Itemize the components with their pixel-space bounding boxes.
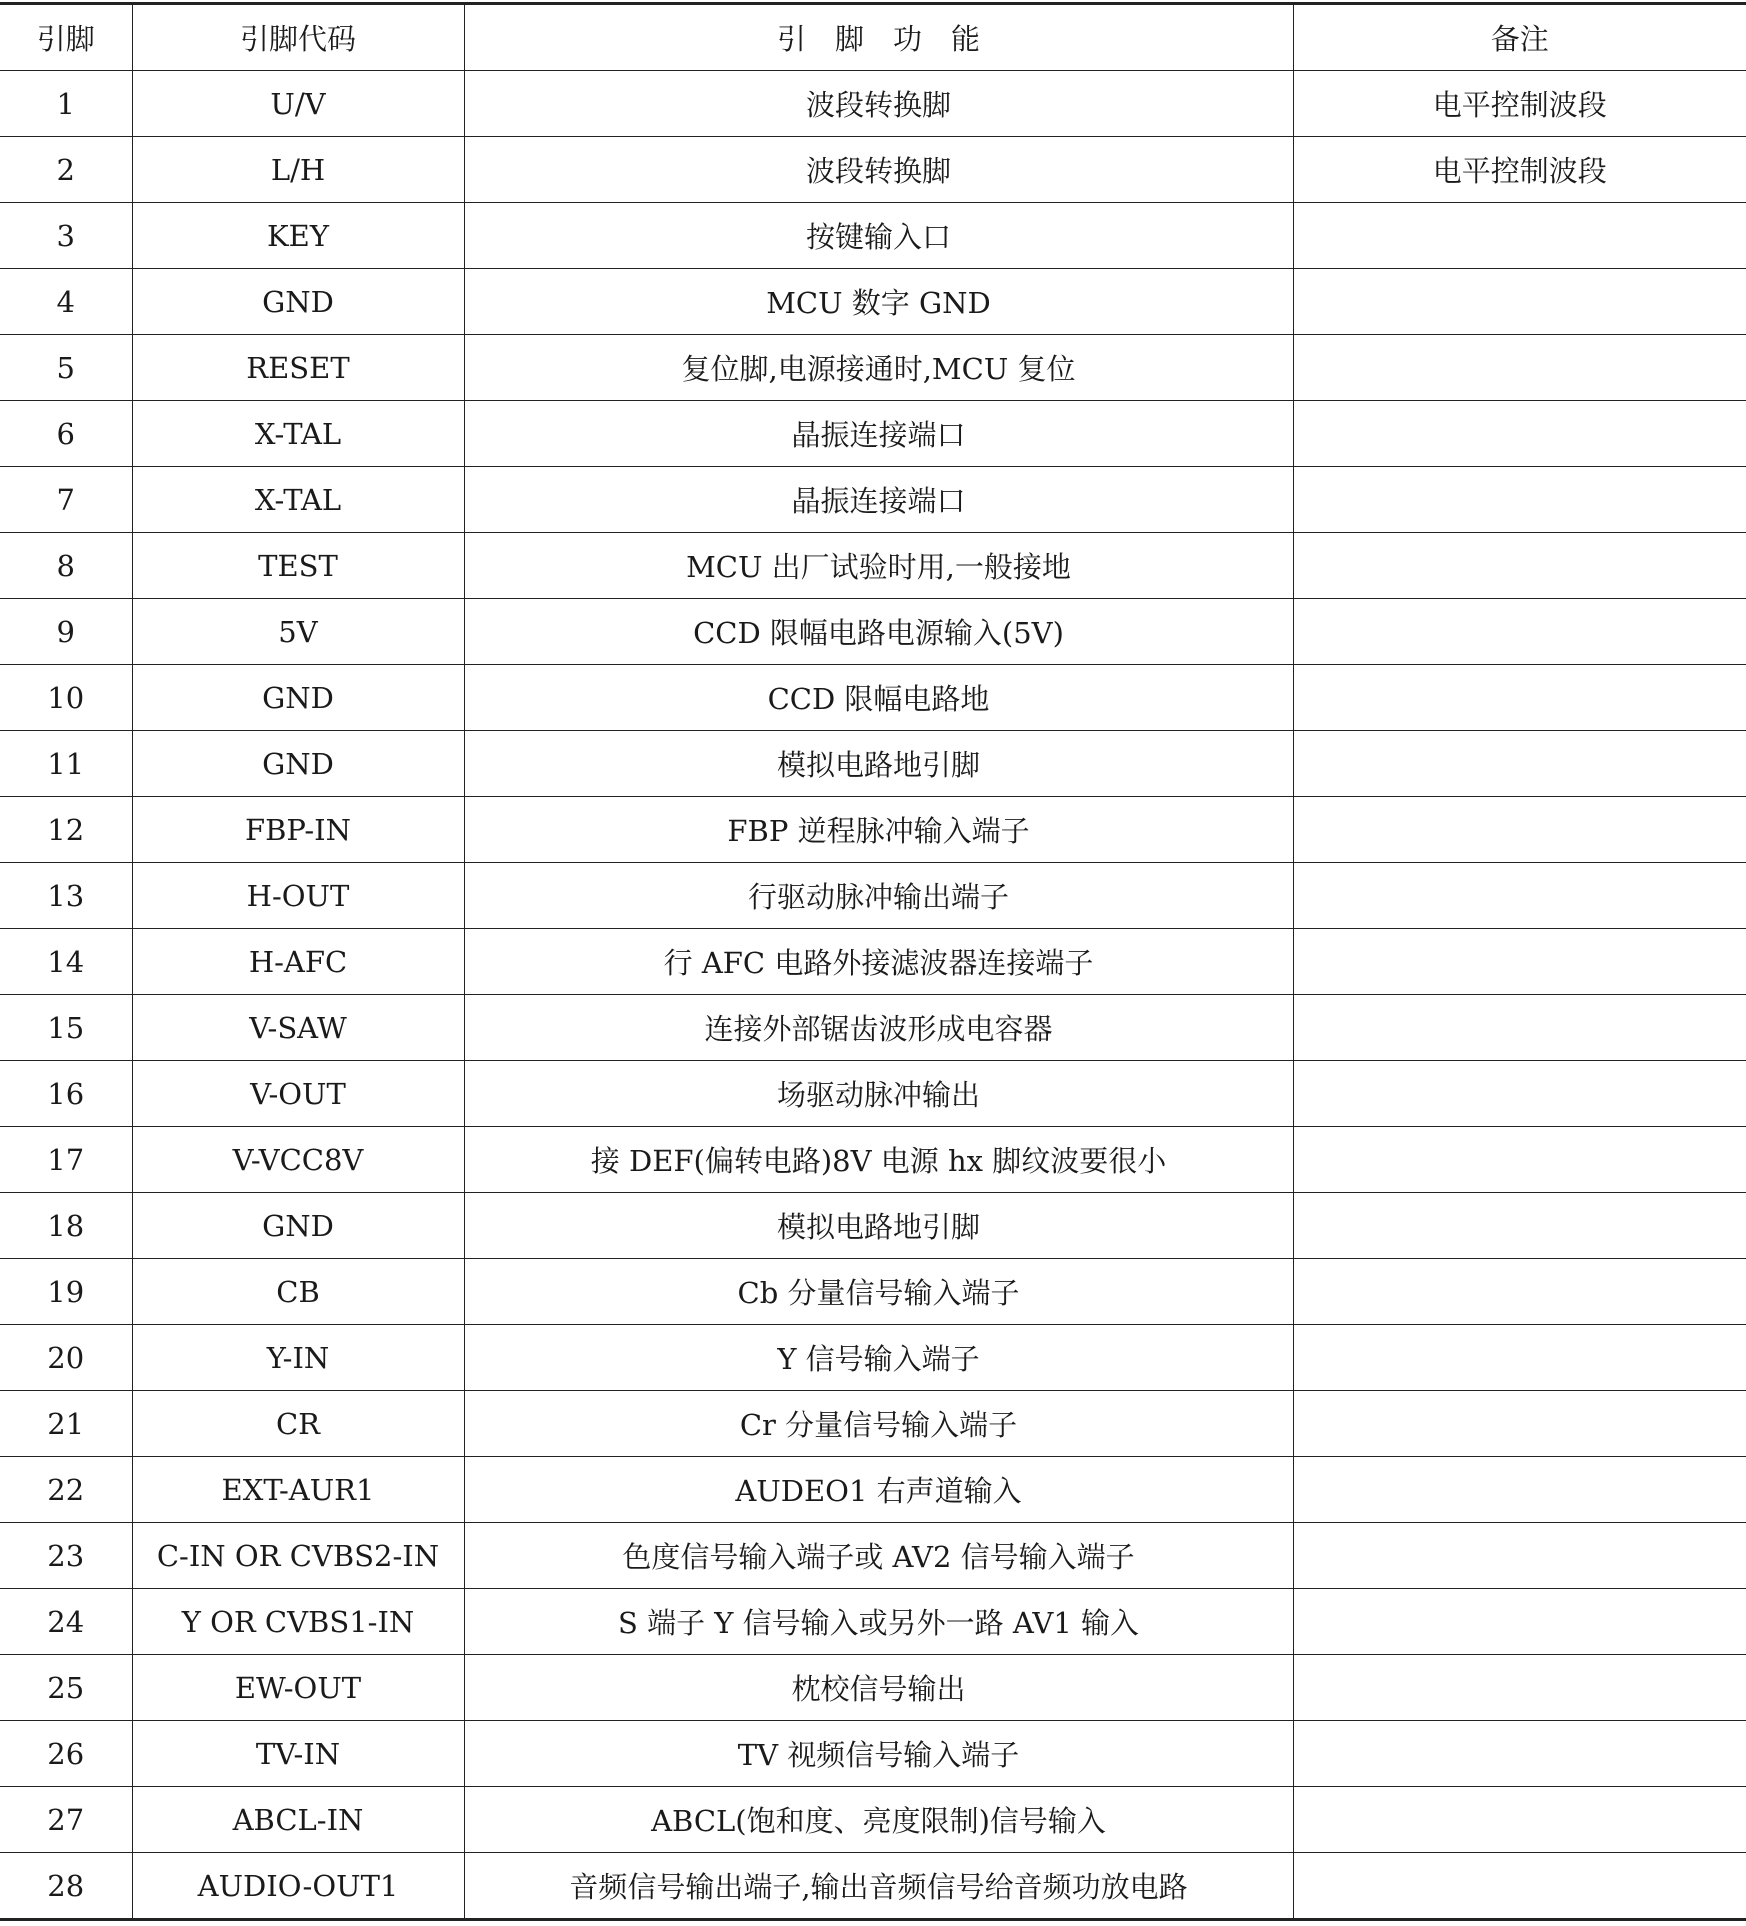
table-row: [0, 1061, 1746, 1127]
cell-remark: [1293, 1787, 1746, 1853]
cell-pin-function: 按键输入口: [464, 203, 1293, 269]
table-row: [0, 1523, 1746, 1589]
table-row: [0, 1259, 1746, 1325]
table-row: [0, 1655, 1746, 1721]
table-header: [0, 4, 1746, 71]
cell-pin-code: X-TAL: [132, 401, 464, 467]
cell-remark: [1293, 467, 1746, 533]
table-row: [0, 203, 1746, 269]
table-row: [0, 467, 1746, 533]
table-row: [0, 1391, 1746, 1457]
table-row: [0, 995, 1746, 1061]
cell-pin-function: 音频信号输出端子,输出音频信号给音频功放电路: [464, 1853, 1293, 1920]
cell-pin-function: ABCL(饱和度、亮度限制)信号输入: [464, 1787, 1293, 1853]
cell-remark: [1293, 1193, 1746, 1259]
cell-pin: 15: [0, 995, 132, 1061]
cell-remark: [1293, 665, 1746, 731]
table-row: [0, 599, 1746, 665]
cell-pin-function: 波段转换脚: [464, 71, 1293, 137]
cell-remark: [1293, 1457, 1746, 1523]
cell-pin-code: L/H: [132, 137, 464, 203]
cell-pin-code: GND: [132, 665, 464, 731]
cell-pin: 23: [0, 1523, 132, 1589]
pin-function-table: [0, 2, 1746, 1921]
cell-remark: [1293, 1853, 1746, 1920]
cell-pin-code: ABCL-IN: [132, 1787, 464, 1853]
cell-remark: [1293, 863, 1746, 929]
cell-pin-code: V-OUT: [132, 1061, 464, 1127]
table-row: [0, 929, 1746, 995]
cell-remark: [1293, 929, 1746, 995]
cell-pin: 5: [0, 335, 132, 401]
cell-pin: 22: [0, 1457, 132, 1523]
cell-pin-function: 连接外部锯齿波形成电容器: [464, 995, 1293, 1061]
cell-remark: [1293, 1325, 1746, 1391]
cell-remark: [1293, 1655, 1746, 1721]
cell-pin-code: Y-IN: [132, 1325, 464, 1391]
cell-remark: 电平控制波段: [1293, 137, 1746, 203]
cell-pin-function: 波段转换脚: [464, 137, 1293, 203]
cell-pin: 13: [0, 863, 132, 929]
cell-pin-code: 5V: [132, 599, 464, 665]
cell-pin-function: 晶振连接端口: [464, 467, 1293, 533]
table-row: [0, 1325, 1746, 1391]
cell-pin-function: TV 视频信号输入端子: [464, 1721, 1293, 1787]
table-row: [0, 665, 1746, 731]
cell-pin: 18: [0, 1193, 132, 1259]
cell-pin-function: 晶振连接端口: [464, 401, 1293, 467]
cell-pin-function: AUDEO1 右声道输入: [464, 1457, 1293, 1523]
table-row: [0, 863, 1746, 929]
cell-remark: [1293, 1061, 1746, 1127]
cell-pin-code: V-SAW: [132, 995, 464, 1061]
table-row: [0, 1853, 1746, 1920]
table-row: [0, 1721, 1746, 1787]
table-row: [0, 401, 1746, 467]
cell-pin-code: GND: [132, 731, 464, 797]
cell-pin: 10: [0, 665, 132, 731]
cell-pin-code: H-OUT: [132, 863, 464, 929]
cell-pin: 26: [0, 1721, 132, 1787]
table-row: [0, 533, 1746, 599]
cell-pin: 4: [0, 269, 132, 335]
cell-pin-function: S 端子 Y 信号输入或另外一路 AV1 输入: [464, 1589, 1293, 1655]
cell-remark: [1293, 533, 1746, 599]
table-row: [0, 1457, 1746, 1523]
cell-remark: [1293, 731, 1746, 797]
cell-pin: 6: [0, 401, 132, 467]
header-row: [0, 4, 1746, 71]
cell-remark: [1293, 335, 1746, 401]
cell-remark: [1293, 203, 1746, 269]
table-row: [0, 1787, 1746, 1853]
cell-remark: [1293, 797, 1746, 863]
cell-pin-function: 色度信号输入端子或 AV2 信号输入端子: [464, 1523, 1293, 1589]
cell-pin: 27: [0, 1787, 132, 1853]
cell-pin-code: TV-IN: [132, 1721, 464, 1787]
cell-pin: 8: [0, 533, 132, 599]
table-row: [0, 269, 1746, 335]
cell-pin: 25: [0, 1655, 132, 1721]
cell-pin-code: Y OR CVBS1-IN: [132, 1589, 464, 1655]
cell-pin-function: CCD 限幅电路地: [464, 665, 1293, 731]
cell-pin: 17: [0, 1127, 132, 1193]
cell-pin-function: CCD 限幅电路电源输入(5V): [464, 599, 1293, 665]
cell-remark: [1293, 1523, 1746, 1589]
cell-pin-function: Cr 分量信号输入端子: [464, 1391, 1293, 1457]
cell-pin-code: H-AFC: [132, 929, 464, 995]
cell-pin-function: 行驱动脉冲输出端子: [464, 863, 1293, 929]
cell-pin-function: 模拟电路地引脚: [464, 1193, 1293, 1259]
table-row: [0, 71, 1746, 137]
cell-remark: 电平控制波段: [1293, 71, 1746, 137]
cell-pin-code: RESET: [132, 335, 464, 401]
table-row: [0, 137, 1746, 203]
cell-remark: [1293, 1127, 1746, 1193]
cell-pin-function: 模拟电路地引脚: [464, 731, 1293, 797]
cell-pin-code: CB: [132, 1259, 464, 1325]
cell-pin: 16: [0, 1061, 132, 1127]
table-row: [0, 1193, 1746, 1259]
cell-remark: [1293, 1721, 1746, 1787]
cell-pin-code: KEY: [132, 203, 464, 269]
cell-remark: [1293, 269, 1746, 335]
cell-pin: 7: [0, 467, 132, 533]
cell-remark: [1293, 1259, 1746, 1325]
cell-pin-code: EW-OUT: [132, 1655, 464, 1721]
cell-pin-function: MCU 数字 GND: [464, 269, 1293, 335]
cell-pin-function: Cb 分量信号输入端子: [464, 1259, 1293, 1325]
cell-pin-code: GND: [132, 1193, 464, 1259]
cell-pin-function: 接 DEF(偏转电路)8V 电源 hx 脚纹波要很小: [464, 1127, 1293, 1193]
cell-pin-code: FBP-IN: [132, 797, 464, 863]
cell-remark: [1293, 1589, 1746, 1655]
cell-remark: [1293, 1391, 1746, 1457]
table-row: [0, 335, 1746, 401]
cell-pin-code: EXT-AUR1: [132, 1457, 464, 1523]
cell-pin: 3: [0, 203, 132, 269]
table-row: [0, 797, 1746, 863]
cell-pin: 20: [0, 1325, 132, 1391]
cell-pin: 9: [0, 599, 132, 665]
cell-remark: [1293, 401, 1746, 467]
cell-pin: 12: [0, 797, 132, 863]
cell-remark: [1293, 995, 1746, 1061]
header-pin-function: 引 脚 功 能: [464, 4, 1293, 71]
cell-pin-function: Y 信号输入端子: [464, 1325, 1293, 1391]
table-body: [0, 71, 1746, 1920]
table-row: [0, 731, 1746, 797]
cell-remark: [1293, 599, 1746, 665]
cell-pin: 1: [0, 71, 132, 137]
table-row: [0, 1589, 1746, 1655]
cell-pin-function: 场驱动脉冲输出: [464, 1061, 1293, 1127]
cell-pin: 19: [0, 1259, 132, 1325]
cell-pin-code: V-VCC8V: [132, 1127, 464, 1193]
cell-pin-code: AUDIO-OUT1: [132, 1853, 464, 1920]
cell-pin-function: 复位脚,电源接通时,MCU 复位: [464, 335, 1293, 401]
cell-pin-code: GND: [132, 269, 464, 335]
cell-pin: 14: [0, 929, 132, 995]
cell-pin-code: X-TAL: [132, 467, 464, 533]
cell-pin-function: 枕校信号输出: [464, 1655, 1293, 1721]
cell-pin: 21: [0, 1391, 132, 1457]
cell-pin: 11: [0, 731, 132, 797]
cell-pin-code: C-IN OR CVBS2-IN: [132, 1523, 464, 1589]
cell-pin: 2: [0, 137, 132, 203]
cell-pin: 28: [0, 1853, 132, 1920]
cell-pin-function: 行 AFC 电路外接滤波器连接端子: [464, 929, 1293, 995]
cell-pin-function: FBP 逆程脉冲输入端子: [464, 797, 1293, 863]
header-pin: 引脚: [0, 4, 132, 71]
header-pin-code: 引脚代码: [132, 4, 464, 71]
table-row: [0, 1127, 1746, 1193]
cell-pin-code: CR: [132, 1391, 464, 1457]
cell-pin-code: U/V: [132, 71, 464, 137]
cell-pin-function: MCU 出厂试验时用,一般接地: [464, 533, 1293, 599]
header-remark: 备注: [1293, 4, 1746, 71]
cell-pin-code: TEST: [132, 533, 464, 599]
cell-pin: 24: [0, 1589, 132, 1655]
